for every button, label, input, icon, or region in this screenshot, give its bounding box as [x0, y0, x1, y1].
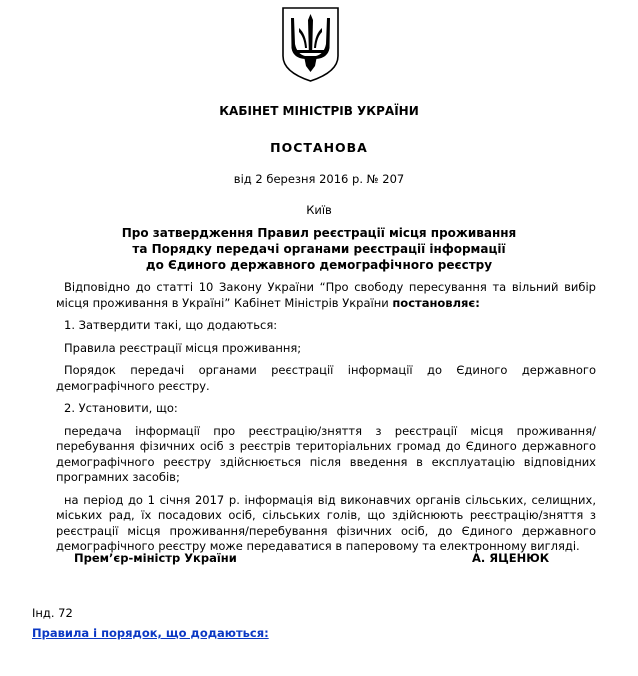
title-line: Про затвердження Правил реєстрації місця проживання [121, 226, 517, 240]
signature-name: А. ЯЦЕНЮК [472, 551, 550, 565]
paragraph: Порядок передачі органами реєстрації інформації до Єдиного державного демографічного реєстру. [56, 363, 596, 393]
intro-paragraph [56, 280, 596, 311]
document-index: Інд. 72 [32, 606, 73, 620]
paragraph: 1. Затвердити такі, що додаються: [64, 318, 278, 332]
coat-of-arms-trident-icon [279, 4, 342, 84]
document-city: Київ [306, 203, 332, 217]
paragraph: передача інформації про реєстрацію/зняття з реєстрації місця проживання/перебування фізичних осіб з реєстрів територіальних громад до Єдиного державного демографічного реєстру здійснюється після введення в експлуатацію відповідних програмних засобів; [56, 423, 596, 484]
organization-name: КАБІНЕТ МІНІСТРІВ УКРАЇНИ [219, 104, 419, 118]
paragraph: на період до 1 січня 2017 р. інформація від виконавчих органів сільських, селищних, міських рад, їх посадових осіб, сільських голів, що здійснюють реєстрацію/зняття з реєстрації місця проживання/перебування фізичних осіб, до Єдиного державного демографічного реєстру може передаватися в паперовому та електронному вигляді. [56, 492, 596, 553]
intro-resolution-word: постановляє: [392, 295, 480, 310]
document-body [56, 280, 596, 562]
attachments-link[interactable]: Правила і порядок, що додаються: [32, 626, 269, 640]
document-type: ПОСТАНОВА [270, 140, 368, 155]
intro-text: Відповідно до статті 10 Закону України “Про свободу пересування та вільний вибір місця проживання в Україні” Кабінет Міністрів України [56, 280, 596, 310]
document-date-number: від 2 березня 2016 р. № 207 [233, 172, 405, 186]
paragraph: Правила реєстрації місця проживання; [64, 340, 302, 355]
title-line: та Порядку передачі органами реєстрації інформації [132, 242, 506, 256]
paragraph: 2. Установити, що: [64, 401, 178, 415]
title-line: до Єдиного державного демографічного реєстру [145, 258, 493, 272]
signature-position: Прем’єр-міністр України [74, 551, 237, 565]
document-title [0, 225, 638, 273]
